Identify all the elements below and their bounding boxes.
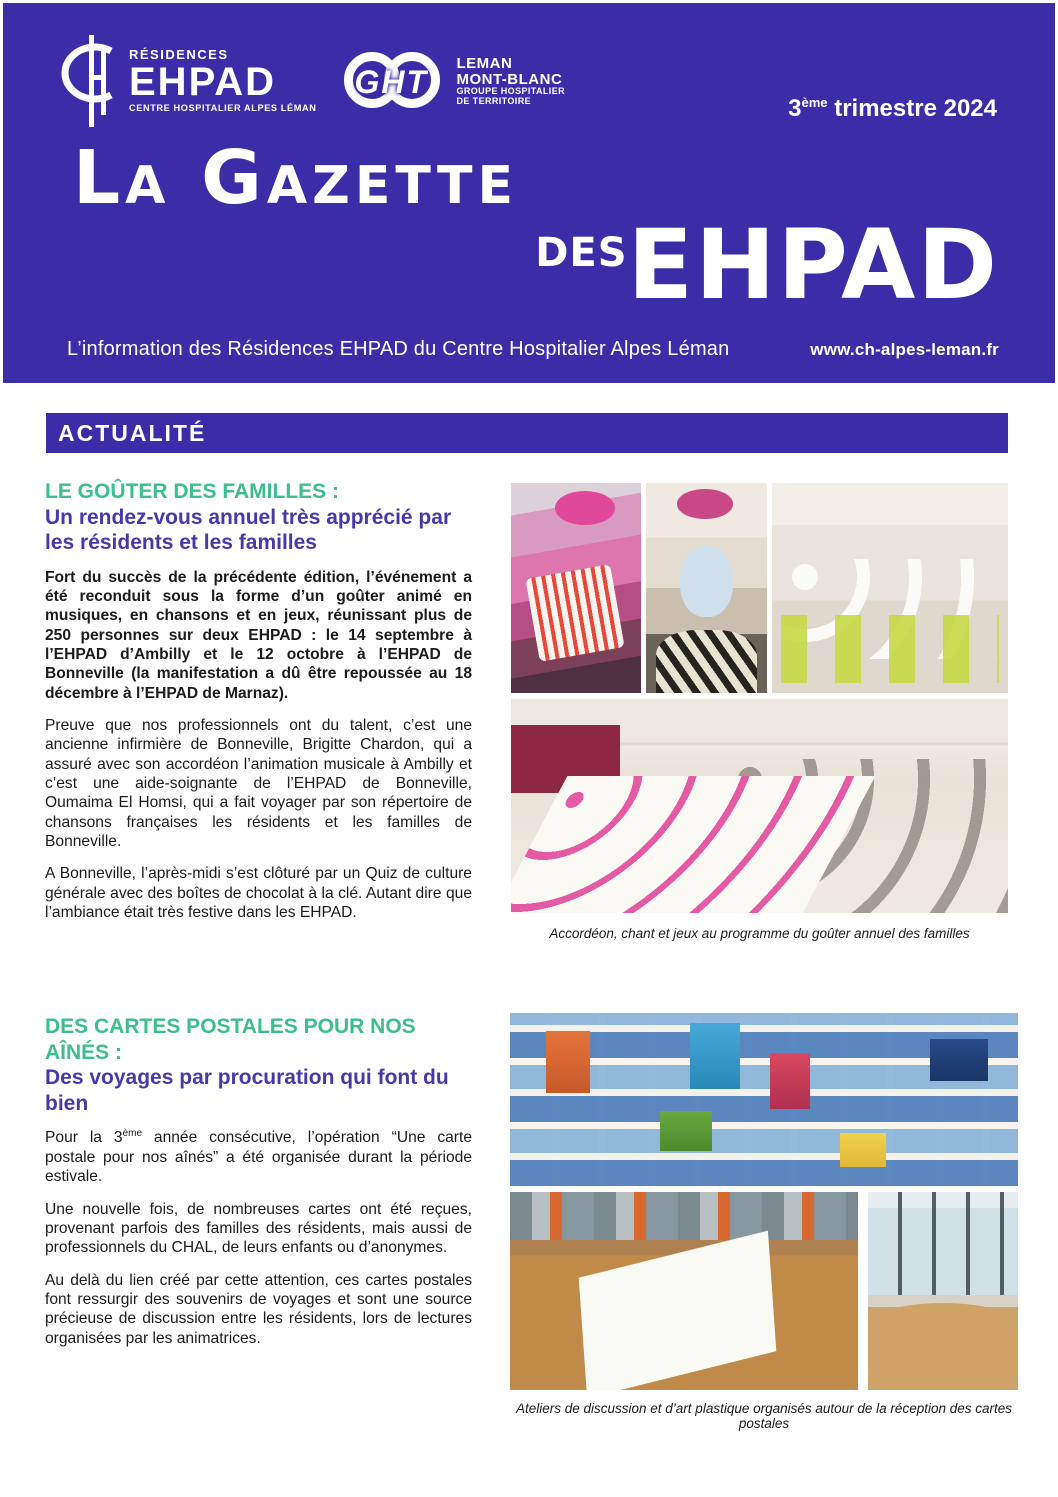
photo-art-workshop	[510, 1192, 858, 1390]
photo-layer	[510, 1192, 858, 1240]
trimester-ordinal: ème	[801, 95, 828, 110]
gouter-photo-caption: Accordéon, chant et jeux au programme du goûter annuel des familles	[549, 926, 970, 941]
ght-logo	[344, 50, 565, 112]
ehpad-logo-name: EHPAD	[129, 60, 277, 105]
masthead-subtitle: L’information des Résidences EHPAD du Centre Hospitalier Alpes Léman	[67, 338, 730, 360]
trimester-rest: trimestre 2024	[827, 95, 997, 122]
photo-staff-applauding	[772, 483, 1008, 693]
ehpad-logo-mark-icon	[59, 33, 123, 129]
ght-territory-line2: MONT-BLANC	[456, 70, 563, 88]
article2-p1-before: Pour la 3	[45, 1129, 123, 1147]
photo-layer	[555, 491, 615, 525]
article1-headline: Un rendez-vous annuel très apprécié par les résidents et les familles	[45, 505, 452, 555]
photo-accordionist	[511, 483, 641, 693]
gazette-title-line2	[535, 209, 999, 321]
cartes-photo-caption: Ateliers de discussion et d’art plastique organisés autour de la réception des cartes postales	[515, 1401, 1013, 1431]
photo-postcard-collage	[510, 1013, 1018, 1186]
ght-logo-mark-icon	[344, 50, 448, 112]
photo-round-table	[868, 1192, 1018, 1390]
ehpad-logo-org: CENTRE HOSPITALIER ALPES LÉMAN	[129, 103, 317, 114]
logo-row	[59, 33, 565, 129]
article2-paragraph-2: Une nouvelle fois, de nombreuses cartes ont été reçues, provenant parfois des familles des résidents, mais aussi de professionnels du CHAL, de leurs enfants ou d’anonymes.	[45, 1200, 472, 1257]
gouter-photo-group	[511, 483, 1008, 941]
masthead	[3, 3, 1055, 383]
ght-org-line2: DE TERRITOIRE	[456, 95, 532, 106]
photo-layer	[677, 489, 733, 518]
photo-resident-singing	[646, 483, 767, 693]
article2-p1-ordinal: ème	[122, 1128, 143, 1140]
section-bar-actualite: ACTUALITÉ	[46, 413, 1008, 453]
article1-paragraph-3: A Bonneville, l’après-midi s’est clôturé par un Quiz de culture générale avec des boîtes de chocolat à la clé. Autant dire que l’ambiance était très festive dans les EHPAD.	[45, 865, 472, 922]
gouter-photo-row	[511, 483, 1008, 693]
ehpad-logo-residences: RÉSIDENCES	[129, 47, 229, 63]
ght-territory-line1: LEMAN	[456, 54, 513, 72]
ehpad-logo-text	[129, 48, 316, 113]
article2-paragraph-3: Au delà du lien créé par cette attention, ces cartes postales font ressurgir des souvenirs de voyages et sont une source précieuse de discussion entre les résidents, lors de lectures organisées par les animatrices.	[45, 1271, 472, 1347]
article2-paragraph-1	[45, 1128, 472, 1186]
article1-kicker: LE GOÛTER DES FAMILLES :	[45, 480, 340, 503]
photo-layer	[656, 630, 758, 693]
cartes-photo-row	[510, 1192, 1018, 1390]
article2-p1-after: année consécutive, l’opération “Une carte postale pour nos aînés” a été organisée durant la période estivale.	[45, 1129, 472, 1186]
article2-headline: Des voyages par procuration qui font du bien	[45, 1066, 449, 1115]
photo-dining-hall	[511, 699, 1008, 913]
issue-trimester	[788, 95, 997, 123]
photo-layer	[781, 615, 998, 682]
photo-layer	[525, 564, 624, 662]
website-link[interactable]: www.ch-alpes-leman.fr	[810, 340, 999, 359]
ght-org-line1: GROUPE HOSPITALIER	[456, 86, 566, 97]
article-cartes-postales	[45, 1014, 472, 1361]
gazette-title-line1: La Gazette	[73, 135, 519, 221]
article1-paragraph-2: Preuve que nos professionnels ont du talent, c’est une ancienne infirmière de Bonneville, Brigitte Chardon, qui a assuré avec son accordéon l’animation musicale à Ambilly et c’est une aide-soignante de l’EHPAD de Bonneville, Oumaima El Homsi, qui a fait voyager par son répertoire de chansons françaises les résidents et les familles de Bonneville.	[45, 717, 472, 851]
photo-layer	[578, 1231, 776, 1390]
article-gouter-des-familles	[45, 479, 472, 935]
masthead-bottom-row	[67, 338, 999, 361]
article2-kicker: DES CARTES POSTALES POUR NOS AÎNÉS :	[45, 1015, 416, 1064]
ehpad-logo	[59, 33, 316, 129]
photo-layer	[680, 546, 733, 617]
ght-logo-acronym: GHT	[354, 64, 429, 100]
gazette-title-ehpad: EHPAD	[627, 209, 999, 321]
ght-logo-text	[456, 56, 565, 106]
gazette-title-des: DES	[535, 230, 628, 276]
article1-paragraph-1: Fort du succès de la précédente édition, l’événement a été reconduit sous la forme d’un goûter animé en musiques, en chansons et en jeux, réunissant plus de 250 personnes sur deux EHPAD : le 14 septembre à l’EHPAD d’Ambilly et le 12 octobre à l’EHPAD de Bonneville (la manifestation a dû être repoussée au 18 décembre à l’EHPAD de Marnaz).	[45, 568, 472, 702]
photo-layer	[868, 1303, 1018, 1390]
trimester-number: 3	[788, 95, 802, 122]
